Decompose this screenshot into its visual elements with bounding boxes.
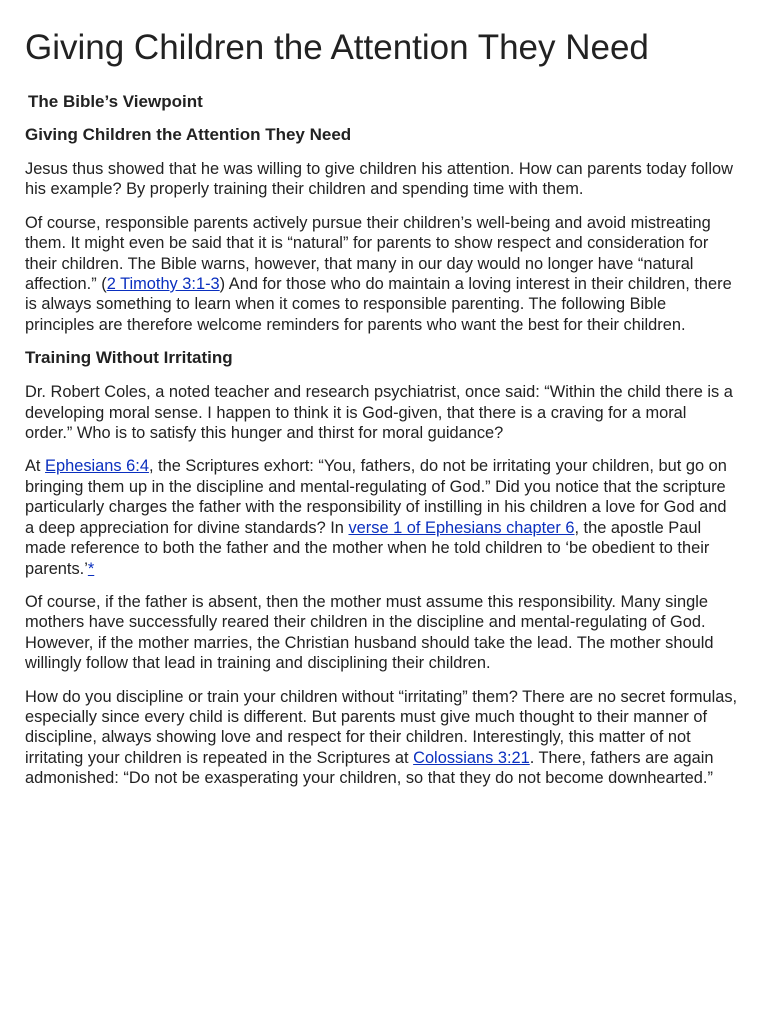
- scripture-link-colossians-3-21[interactable]: Colossians 3:21: [413, 748, 530, 767]
- paragraph-4-text-b: , the Scriptures exhort: “You, fathers, do not be irritating your children, but go on bringing them up in the discipline and mental-regulating of God.” Did you notice that the scripture particularly charges the father with the responsibility of instilling in his children a love for God and a deep appreciation for divine standards? In: [25, 457, 727, 537]
- page-title: Giving Children the Attention They Need: [25, 28, 649, 67]
- scripture-link-ephesians-6-4[interactable]: Ephesians 6:4: [45, 457, 149, 476]
- paragraph-6-text-b: . There, fathers are again admonished: “Do not be exasperating your children, so that they do not become downhearted.”: [25, 748, 714, 788]
- series-label: The Bible’s Viewpoint: [28, 92, 203, 111]
- paragraph-3: Dr. Robert Coles, a noted teacher and research psychiatrist, once said: “Within the child there is a developing moral sense. I happen to think it is God-given, that there is a craving for a moral order.” Who is to satisfy this hunger and thirst for moral guidance?: [25, 383, 733, 443]
- paragraph-5: Of course, if the father is absent, then the mother must assume this responsibility. Many single mothers have successfully reared their children in the discipline and mental-regulating of God. However, if the mother marries, the Christian husband should take the lead. The mother should willingly follow that lead in training and disciplining their children.: [25, 592, 714, 673]
- scripture-link-ephesians-6-1[interactable]: verse 1 of Ephesians chapter 6: [348, 518, 575, 537]
- paragraph-4-text-c: , the apostle Paul made reference to both the father and the mother when he told children to ‘be obedient to their parents.’: [25, 518, 710, 578]
- paragraph-1: Jesus thus showed that he was willing to give children his attention. How can parents today follow his example? By properly training their children and spending time with them.: [25, 160, 733, 199]
- scripture-link-2-timothy[interactable]: 2 Timothy 3:1-3: [106, 275, 220, 294]
- footnote-link[interactable]: *: [87, 559, 95, 578]
- paragraph-6: [25, 687, 738, 789]
- paragraph-2-text-b: ) And for those who do maintain a loving interest in their children, there is always something to learn when it comes to responsible parenting. The following Bible principles are therefore welcome reminders for parents who want the best for their children.: [25, 275, 732, 334]
- paragraph-2: [25, 213, 738, 335]
- paragraph-4: [25, 456, 738, 578]
- section-heading-training: Training Without Irritating: [25, 348, 233, 368]
- paragraph-2-text-a: Of course, responsible parents actively pursue their children’s well-being and avoid mistreating them. It might even be said that it is “natural” for parents to show respect and consideration for their children. The Bible warns, however, that many in our day would no longer have “natural affection.” (: [25, 213, 711, 294]
- paragraph-6-text-a: How do you discipline or train your children without “irritating” them? There are no secret formulas, especially since every child is different. But parents must give much thought to their manner of discipline, always showing love and respect for their children. Interestingly, this matter of not irritating your children is repeated in the Scriptures at: [25, 687, 738, 767]
- section-title: Giving Children the Attention They Need: [25, 125, 352, 144]
- paragraph-4-text-a: At: [25, 457, 46, 476]
